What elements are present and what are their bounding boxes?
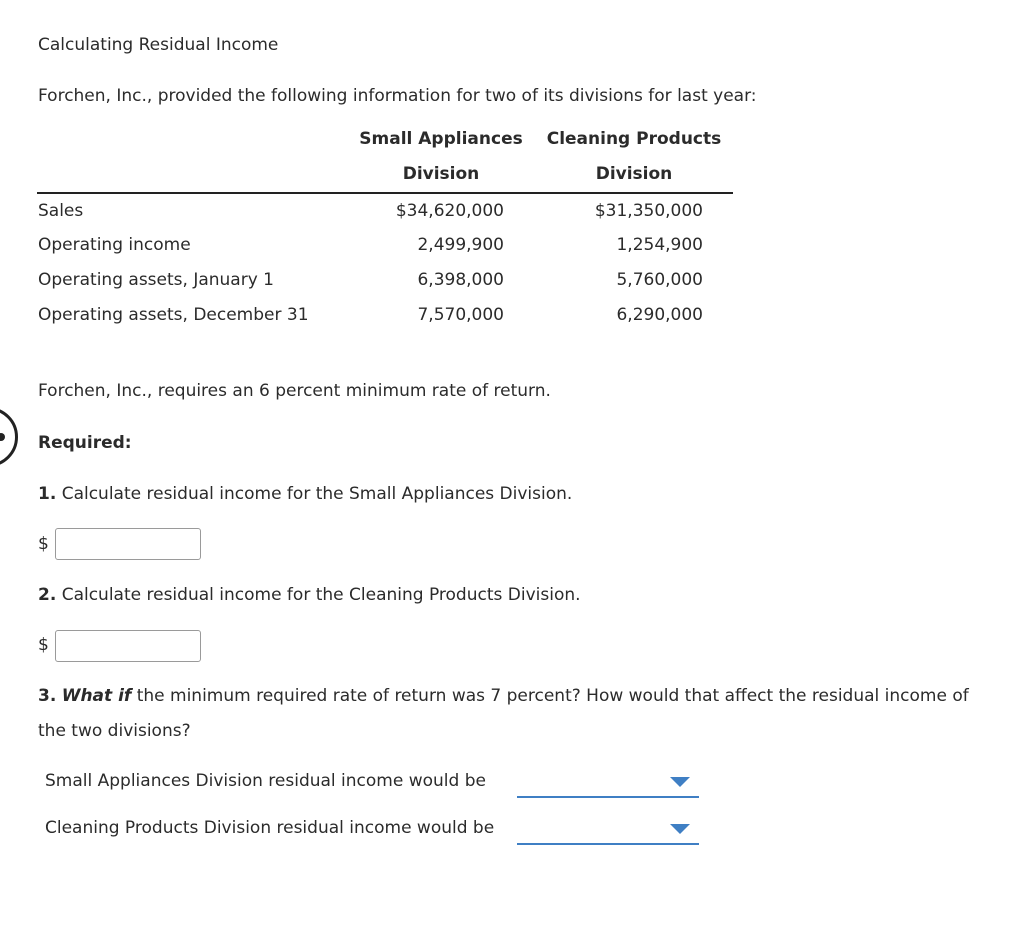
currency-symbol: $ — [38, 534, 49, 554]
column-header-cleaning-products-sub: Division — [595, 164, 673, 184]
table-cell: 5,760,000 — [616, 270, 703, 290]
table-cell: 7,570,000 — [417, 305, 504, 325]
question-2-text: Calculate residual income for the Cleaning Products Division. — [61, 585, 581, 605]
question-3-text-continued: the two divisions? — [38, 721, 191, 741]
cleaning-products-dropdown-label: Cleaning Products Division residual income would be — [45, 818, 495, 838]
question-3-text: the minimum required rate of return was 7 percent? How would that affect the residual income of — [136, 686, 969, 706]
question-2-number: 2. — [38, 585, 57, 605]
question-1 — [38, 484, 572, 504]
caret-down-icon[interactable] — [670, 777, 690, 787]
small-appliances-residual-income-input[interactable] — [55, 528, 201, 560]
small-appliances-dropdown-label: Small Appliances Division residual income would be — [45, 771, 486, 791]
column-header-cleaning-products: Cleaning Products — [546, 129, 722, 149]
cleaning-products-residual-income-dropdown[interactable] — [517, 819, 699, 845]
page-title: Calculating Residual Income — [38, 35, 279, 55]
question-3-emphasis: What if — [61, 686, 132, 706]
question-1-number: 1. — [38, 484, 57, 504]
table-row-label: Operating assets, December 31 — [38, 305, 309, 325]
question-1-text: Calculate residual income for the Small Appliances Division. — [61, 484, 573, 504]
table-cell: 1,254,900 — [616, 235, 703, 255]
column-header-small-appliances: Small Appliances — [359, 129, 523, 149]
small-appliances-residual-income-dropdown[interactable] — [517, 772, 699, 798]
table-cell: 6,398,000 — [417, 270, 504, 290]
question-3 — [38, 686, 969, 706]
table-row-label: Sales — [38, 201, 84, 221]
intro-text: Forchen, Inc., provided the following information for two of its divisions for last year: — [38, 86, 757, 106]
column-header-small-appliances-sub: Division — [402, 164, 480, 184]
table-cell: $34,620,000 — [395, 201, 504, 221]
table-row-label: Operating assets, January 1 — [38, 270, 274, 290]
question-2 — [38, 585, 581, 605]
table-cell: 6,290,000 — [616, 305, 703, 325]
currency-symbol: $ — [38, 635, 49, 655]
table-row-label: Operating income — [38, 235, 191, 255]
required-heading: Required: — [38, 433, 132, 453]
cleaning-products-residual-income-input[interactable] — [55, 630, 201, 662]
table-cell: $31,350,000 — [594, 201, 703, 221]
question-3-number: 3. — [38, 686, 57, 706]
min-rate-text: Forchen, Inc., requires an 6 percent minimum rate of return. — [38, 381, 551, 401]
caret-down-icon[interactable] — [670, 824, 690, 834]
table-cell: 2,499,900 — [417, 235, 504, 255]
table-header-rule — [37, 192, 733, 194]
